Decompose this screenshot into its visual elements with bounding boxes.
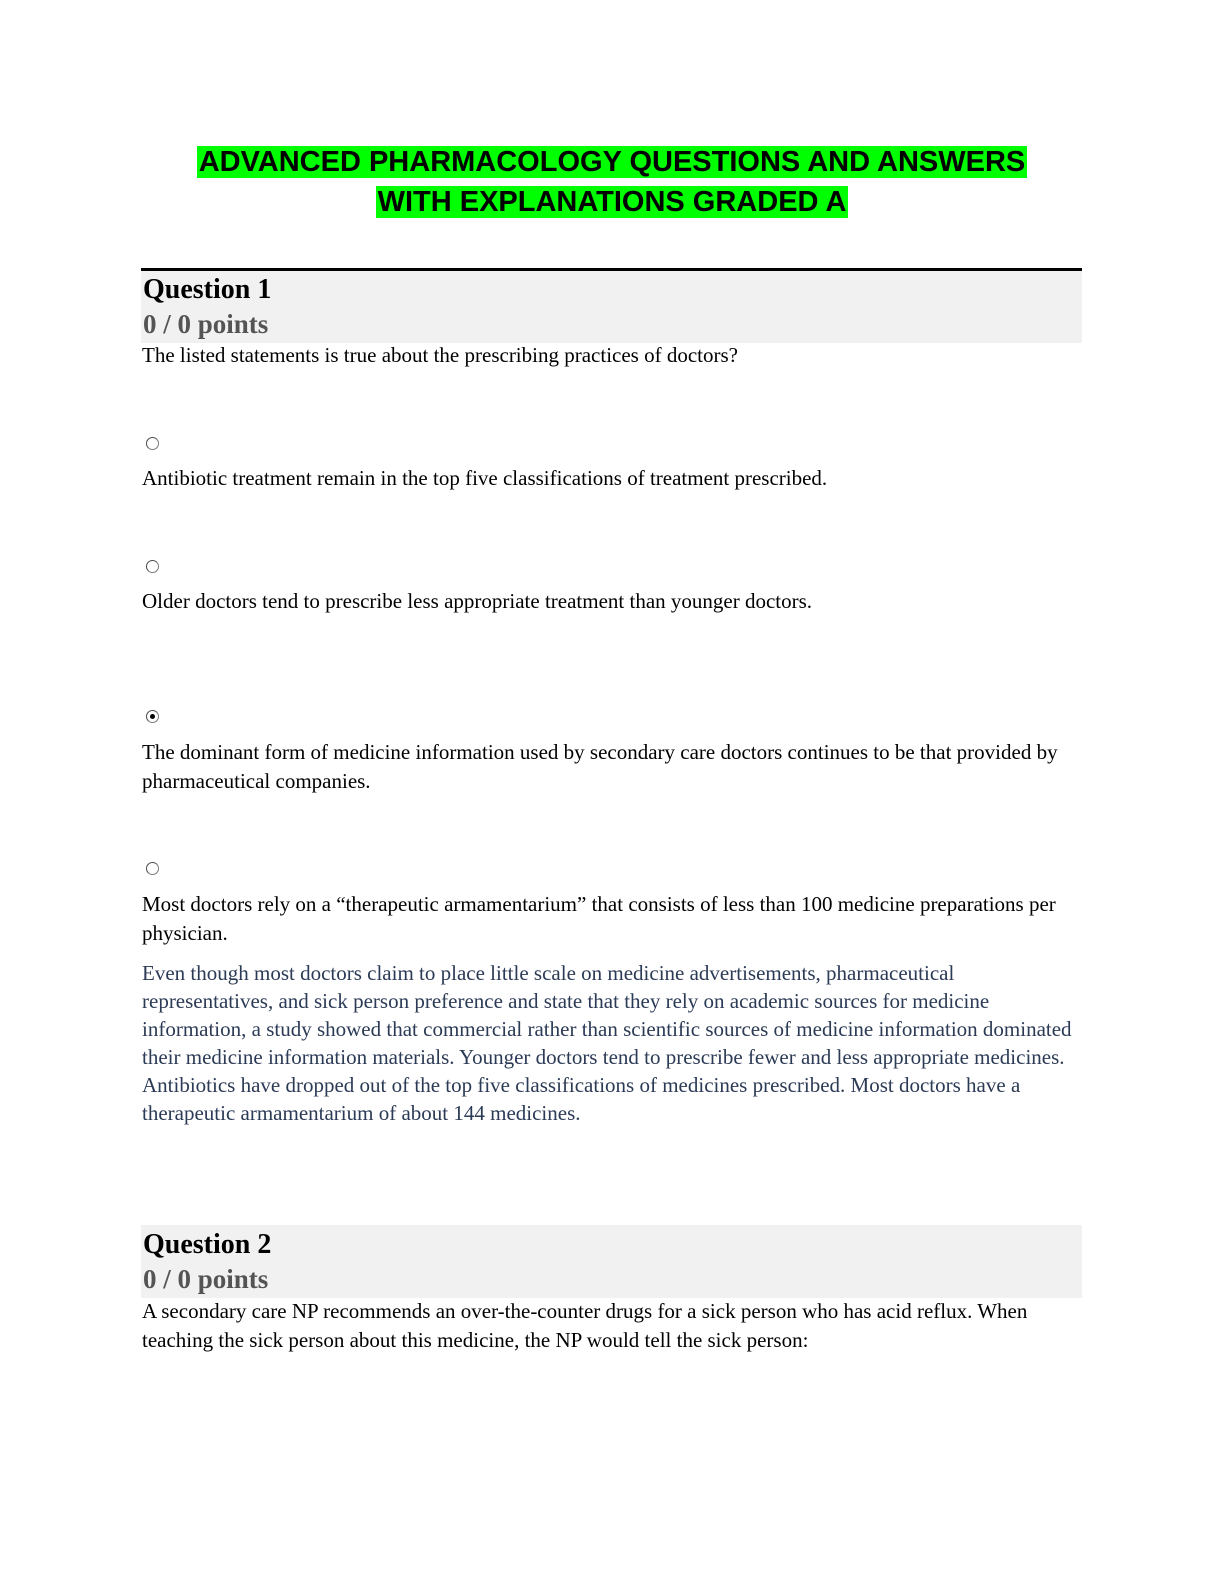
- question-1-header: [141, 268, 1082, 343]
- question-1-option-3-text: The dominant form of medicine information used by secondary care doctors continues to be that provided by pharmaceutical companies.: [142, 740, 1058, 793]
- question-2-header: [141, 1225, 1082, 1298]
- document-title: [0, 142, 1224, 222]
- document-title-line-1: ADVANCED PHARMACOLOGY QUESTIONS AND ANSWERS: [198, 146, 1026, 178]
- question-1-option-1-text: Antibiotic treatment remain in the top five classifications of treatment prescribed.: [142, 466, 828, 490]
- question-1-points: 0 / 0 points: [143, 309, 269, 339]
- question-2-prompt: A secondary care NP recommends an over-the-counter drugs for a sick person who has acid reflux. When teaching the sick person about this medicine, the NP would tell the sick person:: [142, 1299, 1028, 1352]
- question-2-points: 0 / 0 points: [143, 1264, 269, 1294]
- question-2-title: Question 2: [143, 1229, 272, 1260]
- question-1-option-1-radio[interactable]: [146, 437, 159, 450]
- question-1-option-4-radio[interactable]: [146, 862, 159, 875]
- question-1-prompt: The listed statements is true about the prescribing practices of doctors?: [142, 343, 738, 367]
- question-1-option-3-radio[interactable]: [146, 710, 159, 723]
- question-1-explanation: Even though most doctors claim to place little scale on medicine advertisements, pharmaceutical representatives, and sick person preference and state that they rely on academic sources for medicine information, a study showed that commercial rather than scientific sources of medicine information dominated their medicine information materials. Younger doctors tend to prescribe fewer and less appropriate medicines. Antibiotics have dropped out of the top five classifications of medicines prescribed. Most doctors have a therapeutic armamentarium of about 144 medicines.: [142, 961, 1072, 1125]
- document-title-line-2: WITH EXPLANATIONS GRADED A: [377, 186, 847, 218]
- question-1-option-2-radio[interactable]: [146, 560, 159, 573]
- question-1-option-4-text: Most doctors rely on a “therapeutic armamentarium” that consists of less than 100 medicine preparations per physician.: [142, 892, 1056, 945]
- question-1-title: Question 1: [143, 274, 272, 305]
- question-1-option-2-text: Older doctors tend to prescribe less appropriate treatment than younger doctors.: [142, 589, 813, 613]
